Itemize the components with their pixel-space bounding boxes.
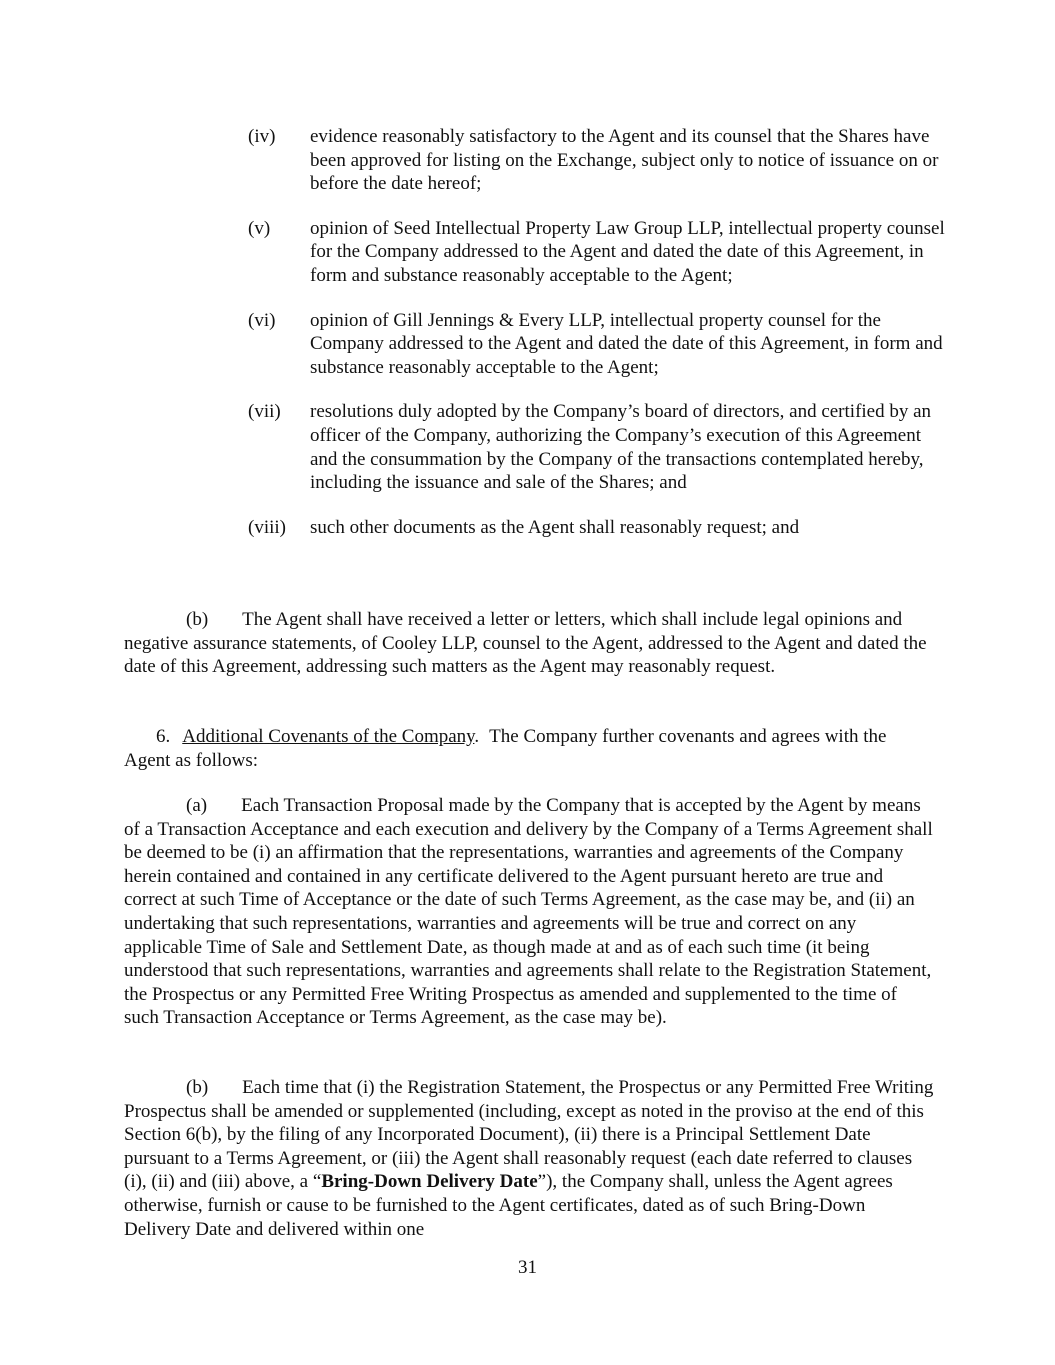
paragraph-label: (a): [186, 795, 208, 816]
list-item-text: opinion of Seed Intellectual Property Law Group LLP, intellectual property counsel for the Company addressed to the Agent and dated the date of this Agreement, in form and substance reasonably acceptable to the Agent;: [310, 217, 945, 286]
list-item: [248, 516, 948, 540]
defined-term: Bring-Down Delivery Date: [321, 1171, 538, 1193]
closing-documents-list: [248, 125, 948, 560]
list-item-number: (vii): [248, 401, 281, 423]
paragraph-b-cooley-letter: [124, 608, 936, 679]
list-item: [248, 309, 948, 380]
paragraph-text-continued: ”), the Company shall, unless the Agent agrees otherwise, furnish or cause to be furnished to the Agent certificates, dated as of such Bring-Down Delivery Date and delivered within one: [124, 1171, 893, 1240]
list-item: [248, 125, 948, 196]
list-item-number: (vi): [248, 309, 276, 331]
list-item-text: evidence reasonably satisfactory to the Agent and its counsel that the Shares have been approved for listing on the Exchange, subject only to notice of issuance on or before the date hereof;: [310, 126, 939, 195]
paragraph-text: Each Transaction Proposal made by the Company that is accepted by the Agent by means of a Transaction Acceptance and each execution and delivery by the Company of a Terms Agreement shall be deemed to be (i) an affirmation that the representations, warranties and agreements of the Company herein contained and contained in any certificate delivered to the Agent pursuant hereto are true and correct at such Time of Acceptance or the date of such Terms Agreement, as the case may be, and (ii) an undertaking that such representations, warranties and agreements will be true and correct on any applicable Time of Sale and Settlement Date, as though made at and as of each such time (it being understood that such representations, warranties and agreements shall relate to the Registration Statement, the Prospectus or any Permitted Free Writing Prospectus as amended and supplemented to the time of such Transaction Acceptance or Terms Agreement, as the case may be).: [124, 795, 933, 1029]
list-item-number: (iv): [248, 126, 276, 147]
list-item-number: (v): [248, 217, 271, 239]
paragraph-b-bring-down: [124, 1076, 936, 1241]
paragraph-a-affirmation: [124, 794, 936, 1030]
section-title-punctuation: .: [474, 726, 480, 747]
list-item-text: such other documents as the Agent shall reasonably request; and: [310, 516, 800, 538]
list-item-text: opinion of Gill Jennings & Every LLP, intellectual property counsel for the Company addressed to the Agent and dated the date of this Agreement, in form and substance reasonably acceptable to the Agent;: [310, 309, 943, 378]
paragraph-text: The Agent shall have received a letter or letters, which shall include legal opinions and negative assurance statements, of Cooley LLP, counsel to the Agent, addressed to the Agent and dated the date of this Agreement, addressing such matters as the Agent may reasonably request.: [124, 609, 927, 678]
page-number: 31: [518, 1257, 537, 1278]
section-6-heading: [124, 725, 936, 772]
list-item-number: (viii): [248, 516, 286, 538]
paragraph-label: (b): [186, 609, 209, 630]
section-intro-text: The Company further covenants and agrees with the Agent as follows:: [124, 726, 887, 771]
section-number: 6.: [156, 726, 171, 747]
list-item: [248, 400, 948, 494]
paragraph-text: Each time that (i) the Registration Statement, the Prospectus or any Permitted Free Writing Prospectus shall be amended or supplemented (including, except as noted in the proviso at the end of this Section 6(b), by the filing of any Incorporated Document), (ii) there is a Principal Settlement Date pursuant to a Terms Agreement, or (iii) the Agent shall reasonably request (each date referred to clauses (i), (ii) and (iii) above, a “: [124, 1077, 934, 1193]
section-title: Additional Covenants of the Company: [182, 726, 475, 747]
paragraph-label: (b): [186, 1077, 209, 1098]
list-item: [248, 217, 948, 288]
list-item-text: resolutions duly adopted by the Company’s board of directors, and certified by an officer of the Company, authorizing the Company’s execution of this Agreement and the consummation by the Company of the transactions contemplated hereby, including the issuance and sale of the Shares; and: [310, 401, 932, 494]
